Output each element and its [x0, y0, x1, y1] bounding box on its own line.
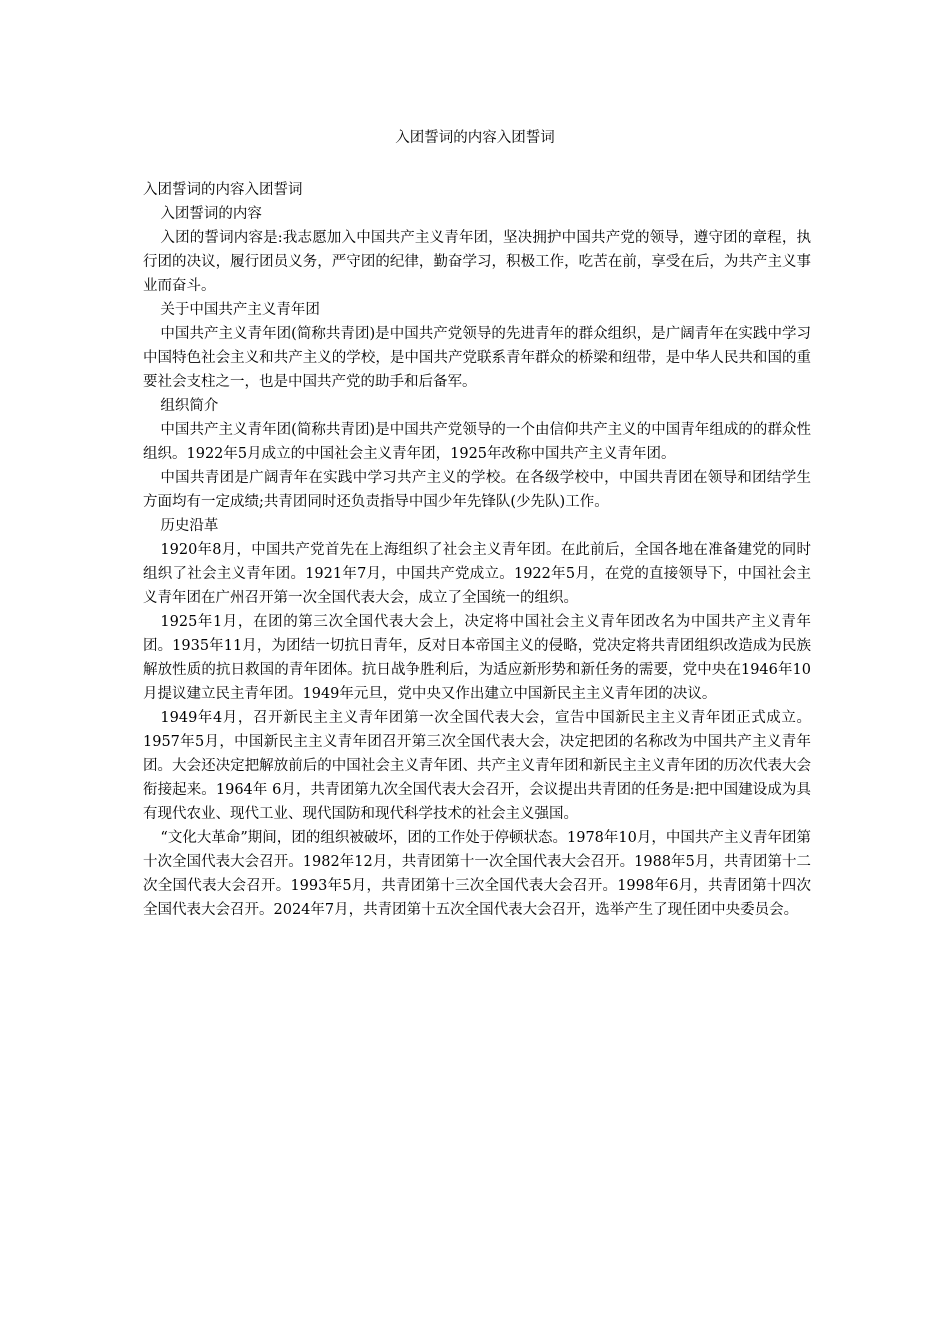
- paragraph: 中国共产主义青年团(简称共青团)是中国共产党领导的先进青年的群众组织，是广阔青年在实践中学习中国特色社会主义和共产主义的学校，是中国共产党联系青年群众的桥梁和纽带，是中华人民共和国的重要社会支柱之一，也是中国共产党的助手和后备军。: [143, 326, 811, 390]
- document-title: 入团誓词的内容入团誓词: [395, 130, 555, 146]
- paragraph: 入团誓词的内容入团誓词: [143, 182, 303, 198]
- paragraph: 入团誓词的内容: [160, 206, 262, 222]
- paragraph: 中国共青团是广阔青年在实践中学习共产主义的学校。在各级学校中，中国共青团在领导和团结学生方面均有一定成绩;共青团同时还负责指导中国少年先锋队(少先队)工作。: [143, 470, 811, 510]
- paragraph: 1925年1月，在团的第三次全国代表大会上，决定将中国社会主义青年团改名为中国共产主义青年团。1935年11月，为团结一切抗日青年，反对日本帝国主义的侵略，党决定将共青团组织改造成为民族解放性质的抗日救国的青年团体。抗日战争胜利后，为适应新形势和新任务的需要，党中央在1946年10月提议建立民主青年团。1949年元旦，党中央又作出建立中国新民主主义青年团的决议。: [143, 614, 811, 702]
- paragraph: “文化大革命”期间，团的组织被破坏，团的工作处于停顿状态。1978年10月，中国共产主义青年团第十次全国代表大会召开。1982年12月，共青团第十一次全国代表大会召开。1988年5月，共青团第十二次全国代表大会召开。1993年5月，共青团第十三次全国代表大会召开。1998年6月，共青团第十四次全国代表大会召开。2024年7月，共青团第十五次全国代表大会召开，选举产生了现任团中央委员会。: [143, 830, 811, 918]
- paragraph: 1949年4月，召开新民主主义青年团第一次全国代表大会，宣告中国新民主主义青年团正式成立。1957年5月，中国新民主主义青年团召开第三次全国代表大会，决定把团的名称改为中国共产主义青年团。大会还决定把解放前后的中国社会主义青年团、共产主义青年团和新民主主义青年团的历次代表大会衔接起来。1964年 6月，共青团第九次全国代表大会召开，会议提出共青团的任务是:把中国建设成为具有现代农业、现代工业、现代国防和现代科学技术的社会主义强国。: [143, 710, 811, 822]
- paragraph: 1920年8月，中国共产党首先在上海组织了社会主义青年团。在此前后，全国各地在准备建党的同时组织了社会主义青年团。1921年7月，中国共产党成立。1922年5月，在党的直接领导下，中国社会主义青年团在广州召开第一次全国代表大会，成立了全国统一的组织。: [143, 542, 811, 606]
- paragraph: 关于中国共产主义青年团: [160, 302, 320, 318]
- paragraph: 组织简介: [160, 398, 219, 414]
- document-body: [143, 178, 811, 922]
- paragraph: 历史沿革: [160, 518, 219, 534]
- paragraph: 中国共产主义青年团(简称共青团)是中国共产党领导的一个由信仰共产主义的中国青年组成的的群众性组织。1922年5月成立的中国社会主义青年团，1925年改称中国共产主义青年团。: [143, 422, 811, 462]
- paragraph: 入团的誓词内容是:我志愿加入中国共产主义青年团，坚决拥护中国共产党的领导，遵守团的章程，执行团的决议，履行团员义务，严守团的纪律，勤奋学习，积极工作，吃苦在前，享受在后，为共产主义事业而奋斗。: [143, 230, 811, 294]
